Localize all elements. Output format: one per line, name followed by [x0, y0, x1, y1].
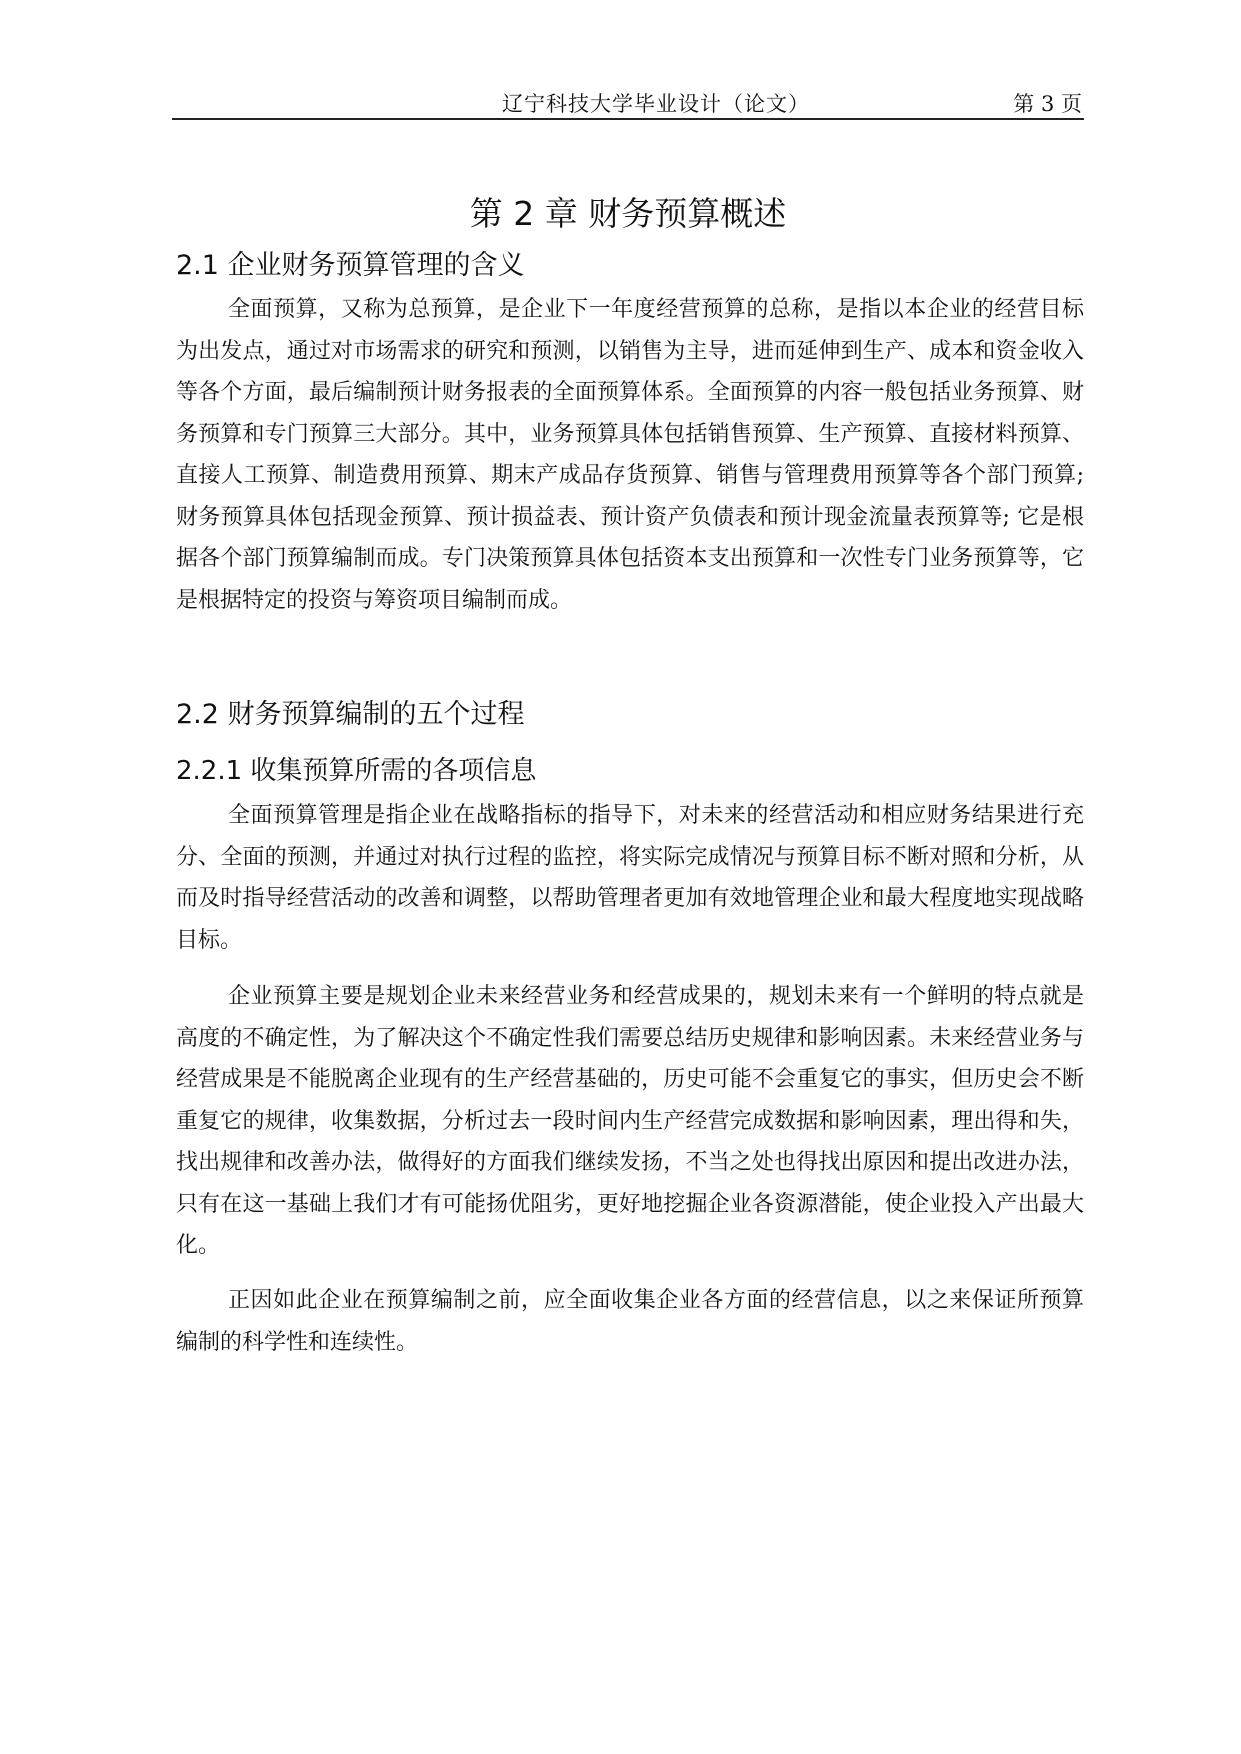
paragraph-2-2-1-first: 全面预算管理是指企业在战略指标的指导下，对未来的经营活动和相应财务结果进行充分、全面的预测，并通过对执行过程的监控，将实际完成情况与预算目标不断对照和分析，从而及时指导经营活动的改善和调整，以帮助管理者更加有效地管理企业和最大程度地实现战略目标。 [176, 803, 1084, 953]
paragraph-2-2-1-second: 企业预算主要是规划企业未来经营业务和经营成果的，规划未来有一个鲜明的特点就是高度的不确定性，为了解决这个不确定性我们需要总结历史规律和影响因素。未来经营业务与经营成果是不能脱离企业现有的生产经营基础的，历史可能不会重复它的事实，但历史会不断重复它的规律，收集数据，分析过去一段时间内生产经营完成数据和影响因素，理出得和失，找出规律和改善办法，做得好的方面我们继续发扬，不当之处也得找出原因和提出改进办法，只有在这一基础上我们才有可能扬优阻劣，更好地挖掘企业各资源潜能，使企业投入产出最大化。 [176, 984, 1084, 1258]
header-title: 辽宁科技大学毕业设计（论文） [502, 92, 810, 116]
page-number: 第 3 页 [1013, 92, 1082, 116]
paragraph-2-2-1-third: 正因如此企业在预算编制之前，应全面收集企业各方面的经营信息，以之来保证所预算编制的科学性和连续性。 [176, 1288, 1084, 1355]
page-header [172, 82, 1084, 120]
section-heading-2-2: 2.2 财务预算编制的五个过程 [176, 699, 525, 730]
chapter-title: 第 2 章 财务预算概述 [469, 194, 787, 233]
section-heading-2-2-1: 2.2.1 收集预算所需的各项信息 [176, 756, 537, 786]
paragraph-2-1-body: 全面预算，又称为总预算，是企业下一年度经营预算的总称，是指以本企业的经营目标为出发点，通过对市场需求的研究和预测，以销售为主导，进而延伸到生产、成本和资金收入等各个方面，最后编制预计财务报表的全面预算体系。全面预算的内容一般包括业务预算、财务预算和专门预算三大部分。其中，业务预算具体包括销售预算、生产预算、直接材料预算、直接人工预算、制造费用预算、期末产成品存货预算、销售与管理费用预算等各个部门预算; 财务预算具体包括现金预算、预计损益表、预计资产负债表和预计现金流量表预算等; 它是根据各个部门预算编制而成。专门决策预算具体包括资本支出预算和一次性专门业务预算等，它是根据特定的投资与筹资项目编制而成。 [176, 297, 1084, 613]
section-heading-2-1: 2.1 企业财务预算管理的含义 [176, 250, 525, 281]
